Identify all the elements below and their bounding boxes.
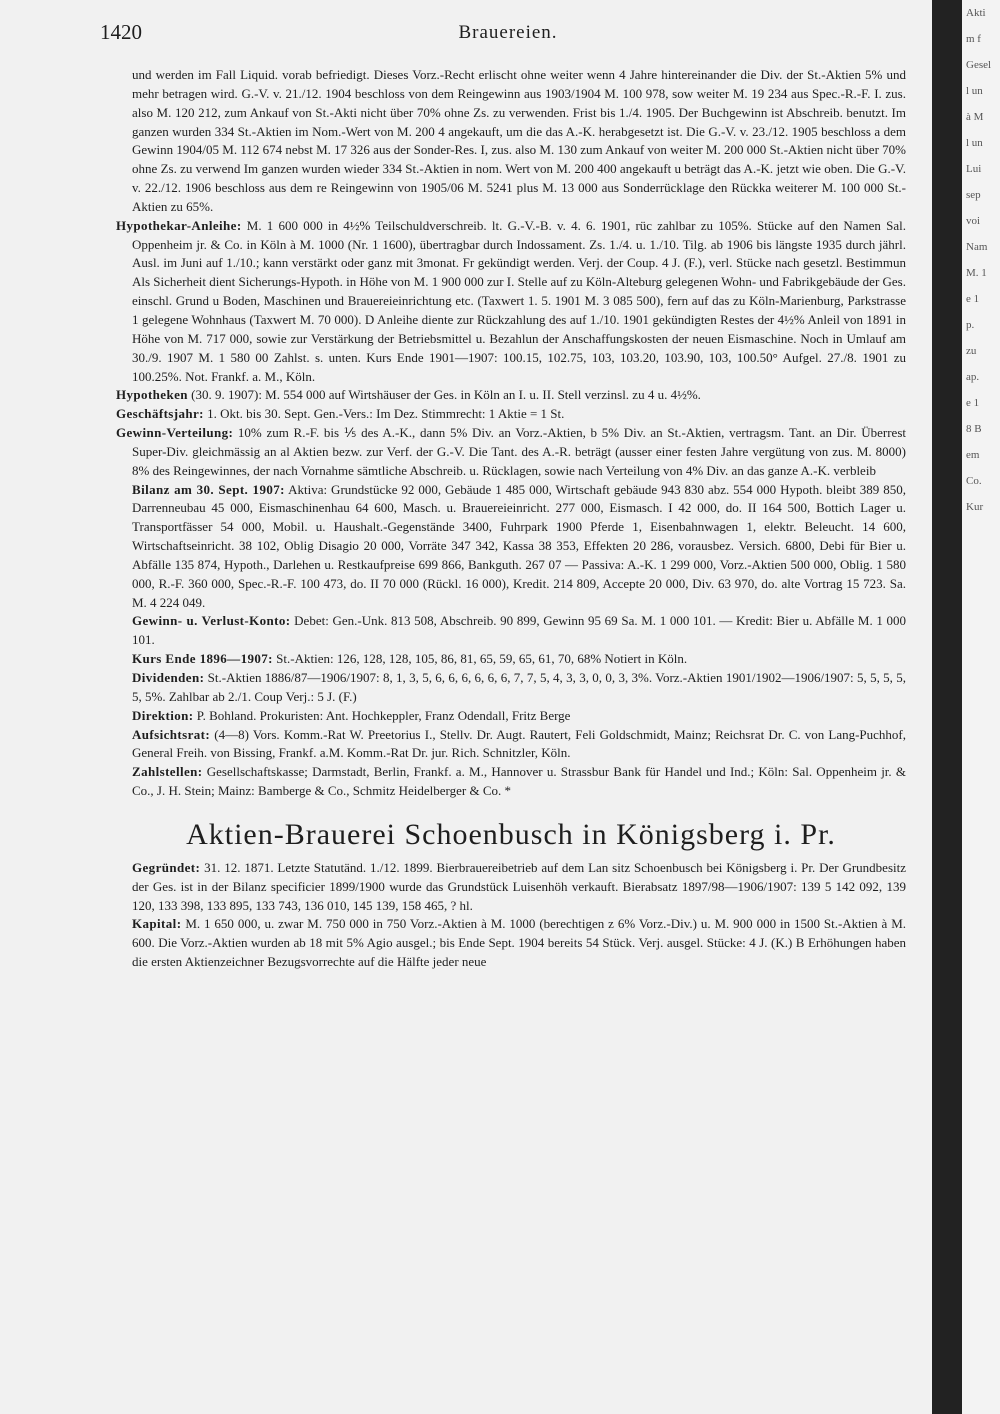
section-label: Zahlstellen: xyxy=(132,764,203,780)
facing-page-fragment: voi xyxy=(966,215,981,227)
section-paragraph xyxy=(116,217,906,387)
company-title: Aktien-Brauerei Schoenbusch in Königsberg i. Pr. xyxy=(186,817,836,851)
section-text: St.-Aktien 1886/87—1906/1907: 8, 1, 3, 5, 6, 6, 6, 6, 6, 6, 7, 7, 5, 4, 3, 3, 0, 0, 3, 3%. Vorz.-Aktien 1901/1902—1906/1907: 5, 5, 5, 5, 5, 5%. Zahlbar ab 2./1. Coup Verj.: 5 J. (F.) xyxy=(132,670,907,704)
section-label: Kurs Ende 1896—1907: xyxy=(132,651,273,667)
section-text: M. 1 600 000 in 4½% Teilschuldverschreib. lt. G.-V.-B. v. 4. 6. 1901, rüc zahlbar zu 105%. Stücke auf den Namen Sal. Oppenheim jr. & Co. in Köln à M. 1000 (Nr. 1 1600), übertragbar durch Indossament. Zs. 1./4. u. 1./10. Tilg. ab 1906 bis längste 1935 durch jährl. Ausl. im Juni auf 1./10.; kann verstärkt oder ganz mit 3monat. Fr gekündigt werden. Verj. der Coup. 4 J. (F.), verl. Stücke nach gesetzl. Bestimmun Als Sicherheit dient Sicherungs-Hypoth. in Höhe von M. 1 900 000 zur I. Stelle auf zu Köln-Alteburg gelegenen Wohn- und Fabrikgebäude der Ges. einschl. Grund u Boden, Maschinen und Brauereieinrichtung etc. (Taxwert 1. 5. 1901 M. 3 085 500), fern auf das zu Köln-Marienburg, Parkstrasse 1 gelegene Wohnhaus (Taxwert M. 70 000). D Anleihe diente zur Rückzahlung des auf 1./10. 1901 gekündigten Restes der 4½% Anleil von 1891 in Höhe von M. 717 000, sowie zur Verstärkung der Betriebsmittel u. Bezahlun der Anschaffungskosten der neuen Eismaschine. Noch in Umlauf am 30./9. 1907 M. 1 580 00 Zahlst. s. unten. Kurs Ende 1901—1907: 100.15, 102.75, 103, 103.20, 103.90, 103, 100.50° Aufgel. 27./8. 1901 zu 100.25%. Not. Frankf. a. M., Köln. xyxy=(132,217,906,384)
section-text: 31. 12. 1871. Letzte Statutänd. 1./12. 1899. Bierbrauereibetrieb auf dem Lan sitz Schoenbusch bei Königsberg i. Pr. Der Grundbesitz der Ges. ist in der Bilanz specificier 1899/1900 wurde das Grundstück Luisenhöh verkauft. Bierabsatz 1897/98—1906/1907: 139 5 142 092, 139 120, 133 398, 133 895, 133 743, 136 010, 145 139, 158 465, ? hl. xyxy=(132,859,906,913)
section-label: Direktion: xyxy=(132,707,194,723)
facing-page-fragment: 8 B xyxy=(966,423,982,435)
section-text: (30. 9. 1907): M. 554 000 auf Wirtshäuser der Ges. in Köln an I. u. II. Stell verzinsl. zu 4 u. 4½%. xyxy=(191,387,701,403)
section-text: (4—8) Vors. Komm.-Rat W. Preetorius I., Stellv. Dr. Augt. Rautert, Feli Goldschmidt, Mainz; Reichsrat Dr. C. von Lang-Puchhof, General Freih. von Bissing, Frankf. a.M. Komm.-Rat Dr. jur. Rich. Schnitzler, Köln. xyxy=(132,726,907,761)
section-label: Gewinn- u. Verlust-Konto: xyxy=(132,613,291,629)
facing-page-fragment: sep xyxy=(966,189,981,201)
section-text: Gesellschaftskasse; Darmstadt, Berlin, Frankf. a. M., Hannover u. Strassbur Bank für Handel und Ind.; Köln: Sal. Oppenheim jr. & Co., J. H. Stein; Mainz: Bamberge & Co., Schmitz Heidelberger & Co. * xyxy=(132,764,907,799)
section-label: Geschäftsjahr: xyxy=(116,406,204,422)
facing-page-fragment: l un xyxy=(966,85,983,97)
section-label: Hypothekar-Anleihe: xyxy=(116,217,242,233)
section-paragraph xyxy=(116,481,906,613)
facing-page-fragment: Akti xyxy=(966,7,986,19)
facing-page-fragment: Gesel xyxy=(966,59,992,71)
section-paragraph xyxy=(116,405,906,424)
section-label: Gewinn-Verteilung: xyxy=(116,425,234,441)
section-paragraph xyxy=(116,612,906,650)
section-text: P. Bohland. Prokuristen: Ant. Hochkeppler, Franz Odendall, Fritz Berge xyxy=(196,707,571,723)
section-text: M. 1 650 000, u. zwar M. 750 000 in 750 Vorz.-Aktien à M. 1000 (berechtigen z 6% Vorz.-Div.) u. M. 900 000 in 1500 St.-Aktien à M. 600. Die Vorz.-Aktien wurden ab 18 mit 5% Agio ausgel.; bis Ende Sept. 1904 bereits 54 Stück. Verj. ausgel. Stücke: 4 J. (K.) B Erhöhungen haben die ersten Aktienzeichner Bezugsvorrechte auf die Hälfte jeder neue xyxy=(132,916,907,970)
section-paragraph xyxy=(116,650,906,669)
facing-page-fragment: ap. xyxy=(966,371,980,383)
facing-page-fragment: à M xyxy=(966,111,984,123)
section-text: St.-Aktien: 126, 128, 128, 105, 86, 81, 65, 59, 65, 61, 70, 68% Notiert in Köln. xyxy=(276,651,688,667)
page-body xyxy=(116,66,906,972)
section-label: Hypotheken xyxy=(116,387,188,403)
facing-page-fragment: e 1 xyxy=(966,293,980,305)
section-paragraph xyxy=(116,669,906,707)
section-paragraph xyxy=(116,386,906,405)
intro-paragraph: und werden im Fall Liquid. vorab befriedigt. Dieses Vorz.-Recht erlischt ohne weiter wenn 4 Jahre hintereinander die Div. der St.-Aktien 5% und mehr betragen wird. G.-V. v. 21./12. 1904 beschloss von dem Reingewinn aus 1903/1904 M. 100 978, sow weiter M. 19 234 aus Spec.-R.-F. I. zus. also M. 120 212, zum Ankauf von St.-Akti nicht über 70% ohne Zs. zu verwenden. Frist bis 1./4. 1905. Der Buchgewinn ist Abschreib. benutzt. Im ganzen wurden 334 St.-Aktien im Nom.-Wert von M. 200 4 angekauft, um die das A.-K. herabgesetzt ist. Die G.-V. v. 23./12. 1905 beschloss a dem Gewinn 1904/05 M. 112 674 nebst M. 17 326 aus der Sonder-Res. I, zus. also M. 130 zum Ankauf von weiter M. 200 000 St.-Aktien nicht über 70% ohne Zs. zu verwend Im ganzen wurden wieder 334 St.-Aktien in nom. Wert von M. 200 400 angekauft u beträgt das A.-K. jetzt wie oben. Die G.-V. v. 22./12. 1906 beschloss aus dem re Reingewinn von 1905/06 M. 5241 plus M. 13 000 aus Sonderrücklage den Rückka weiterer M. 100 000 St.-Aktien zu 65%. xyxy=(132,67,906,214)
page-number: 1420 xyxy=(100,20,142,44)
section-paragraph xyxy=(116,424,906,481)
section-label: Aufsichtsrat: xyxy=(132,726,211,742)
section-label: Kapital: xyxy=(132,916,182,932)
section-paragraph xyxy=(116,707,906,726)
section-text: 1. Okt. bis 30. Sept. Gen.-Vers.: Im Dez. Stimmrecht: 1 Aktie = 1 St. xyxy=(207,406,565,422)
facing-page-fragment: l un xyxy=(966,137,983,149)
facing-page-fragment: e 1 xyxy=(966,397,980,409)
section-label: Gegründet: xyxy=(132,859,201,875)
company-sections xyxy=(116,859,906,972)
section-paragraph xyxy=(116,859,906,916)
section-text: 10% zum R.-F. bis ⅕ des A.-K., dann 5% Div. an Vorz.-Aktien, b 5% Div. an St.-Aktien, vertragsm. Tant. an Dir. Überrest Super-Div. gleichmässig an al Aktien bezw. zur Verf. der G.-V. Die Tant. des A.-R. beträgt (ausser einer festen Jahre vergütung von zus. M. 8000) 8% des Reingewinnes, der nach Vornahme sämtliche Abschreib. u. Rücklagen, sowie nach Verteilung von 4% Div. an das ganze A.-K. verbleib xyxy=(132,425,906,478)
facing-page-fragment: Lui xyxy=(966,163,982,175)
running-head: Brauereien. xyxy=(458,22,558,43)
facing-page-fragment: p. xyxy=(966,319,975,331)
book-gutter xyxy=(932,0,962,1414)
facing-page-fragment: Kur xyxy=(966,501,984,513)
facing-page-fragment: Co. xyxy=(966,475,982,487)
section-label: Bilanz am 30. Sept. 1907: xyxy=(132,481,285,497)
facing-page-fragment: em xyxy=(966,449,980,461)
section-label: Dividenden: xyxy=(132,670,205,685)
facing-page-fragment: Nam xyxy=(966,241,988,253)
facing-page-fragment: m f xyxy=(966,33,981,45)
facing-page-fragment: M. 1 xyxy=(966,267,987,279)
previous-company-sections xyxy=(116,217,906,801)
section-paragraph xyxy=(116,763,906,801)
section-paragraph xyxy=(116,915,906,972)
facing-page-strip xyxy=(962,0,1000,1414)
section-text: Aktiva: Grundstücke 92 000, Gebäude 1 485 000, Wirtschaft gebäude 943 830 abz. 554 000 Hypoth. bleibt 389 850, Darrenneubau 45 000, Eismaschinenhau 64 600, Masch. u. Brauereieinricht. 277 000, Eismasch. I 42 000, do. II 164 500, Bottich Lager u. Transportfässer 54 000, Mobil. u. Haushalt.-Gegenstände 3400, Fuhrpark 1900 Pferde 1, Eisenbahnwagen 1, elektr. Beleucht. 14 600, Wirtschaftseinricht. 38 102, Oblig Disagio 20 000, Vorräte 347 342, Kassa 38 353, Effekten 20 286, vorausbez. Versich. 6800, Debi für Bier u. Abfälle 135 874, Hypoth., Darlehen u. Restkaufpreise 699 866, Bankguth. 267 07 — Passiva: A.-K. 1 299 000, Vorz.-Aktien 500 000, Oblig. 1 580 000, R.-F. 360 000, Spec.-R.-F. 100 473, do. II 70 000 (Rückl. 16 000), Kredit. 214 809, Accepte 20 000, Div. 63 970, do. alte Vortrag 15 723. Sa. M. 4 224 049. xyxy=(132,481,906,610)
section-paragraph xyxy=(116,726,906,764)
section-text: Debet: Gen.-Unk. 813 508, Abschreib. 90 899, Gewinn 95 69 Sa. M. 1 000 101. — Kredit: Bier u. Abfälle M. 1 000 101. xyxy=(132,613,906,648)
facing-page-fragment: zu xyxy=(966,345,977,357)
